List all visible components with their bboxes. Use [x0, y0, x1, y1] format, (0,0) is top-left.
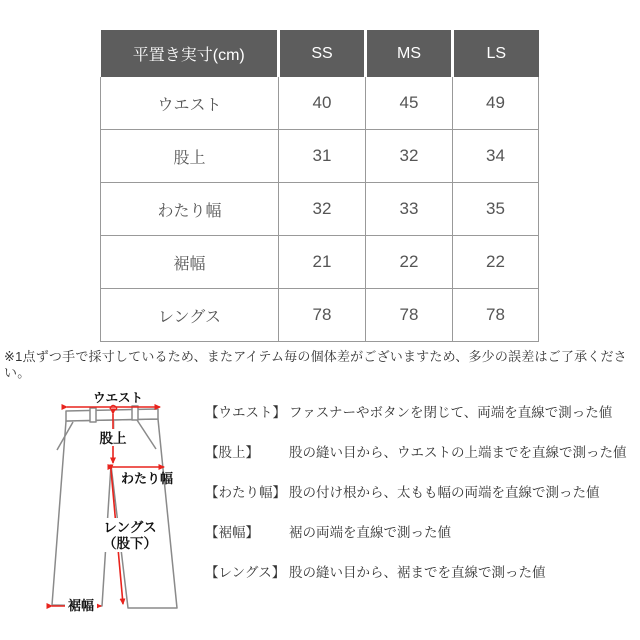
- diagram-label-length-1: レングス: [103, 520, 157, 535]
- definition-term: 【股上】: [205, 445, 259, 460]
- definition-desc: 股の縫い目から、ウエストの上端までを直線で測った値: [289, 445, 627, 460]
- table-header-row: [101, 30, 539, 77]
- cell-value: 22: [366, 236, 453, 289]
- table-row: [101, 183, 539, 236]
- table-row: [101, 130, 539, 183]
- definition-desc: 股の縫い目から、裾までを直線で測った値: [289, 565, 546, 580]
- definition-hem: [205, 524, 637, 542]
- definition-term: 【裾幅】: [205, 525, 259, 540]
- diagram-label-hem: 裾幅: [67, 598, 95, 613]
- header-size-ss: SS: [279, 30, 366, 77]
- cell-value: 78: [279, 289, 366, 342]
- header-measure-label: 平置き実寸(cm): [101, 30, 279, 77]
- pants-measure-diagram: [25, 388, 200, 638]
- waistband: [66, 409, 158, 421]
- cell-value: 32: [366, 130, 453, 183]
- measure-definitions: [205, 404, 637, 604]
- cell-value: 31: [279, 130, 366, 183]
- definition-term: 【わたり幅】: [205, 485, 286, 500]
- definition-waist: [205, 404, 637, 422]
- cell-value: 78: [453, 289, 539, 342]
- definition-term: 【ウエスト】: [205, 405, 286, 420]
- cell-value: 49: [453, 77, 539, 130]
- size-spec-table: [100, 30, 539, 342]
- definition-desc: 裾の両端を直線で測った値: [289, 525, 451, 540]
- pants-diagram-svg: [25, 388, 200, 638]
- definition-desc: 股の付け根から、太もも幅の両端を直線で測った値: [289, 485, 600, 500]
- row-label-waist: ウエスト: [101, 77, 279, 130]
- cell-value: 78: [366, 289, 453, 342]
- table-row: [101, 289, 539, 342]
- cell-value: 45: [366, 77, 453, 130]
- definition-length: [205, 564, 637, 582]
- row-label-thigh: わたり幅: [101, 183, 279, 236]
- definition-thigh: [205, 484, 637, 502]
- cell-value: 22: [453, 236, 539, 289]
- cell-value: 35: [453, 183, 539, 236]
- definition-desc: ファスナーやボタンを閉じて、両端を直線で測った値: [289, 405, 613, 420]
- diagram-label-thigh: わたり幅: [120, 471, 174, 486]
- definition-rise: [205, 444, 637, 462]
- header-size-ls: LS: [453, 30, 539, 77]
- row-label-hem: 裾幅: [101, 236, 279, 289]
- definition-term: 【レングス】: [205, 565, 286, 580]
- cell-value: 40: [279, 77, 366, 130]
- measurement-note: ※1点ずつ手で採寸しているため、またアイテム毎の個体差がございますため、多少の誤差はご了承ください。: [4, 349, 627, 380]
- cell-value: 32: [279, 183, 366, 236]
- row-label-length: レングス: [101, 289, 279, 342]
- table-row: [101, 77, 539, 130]
- cell-value: 34: [453, 130, 539, 183]
- header-size-ms: MS: [366, 30, 453, 77]
- table-row: [101, 236, 539, 289]
- diagram-label-waist: ウエスト: [92, 391, 144, 405]
- row-label-rise: 股上: [101, 130, 279, 183]
- diagram-label-length-2: （股下）: [103, 536, 157, 551]
- belt-loop-right: [132, 406, 138, 420]
- belt-loop-left: [90, 408, 96, 422]
- cell-value: 21: [279, 236, 366, 289]
- cell-value: 33: [366, 183, 453, 236]
- diagram-label-rise: 股上: [99, 431, 127, 446]
